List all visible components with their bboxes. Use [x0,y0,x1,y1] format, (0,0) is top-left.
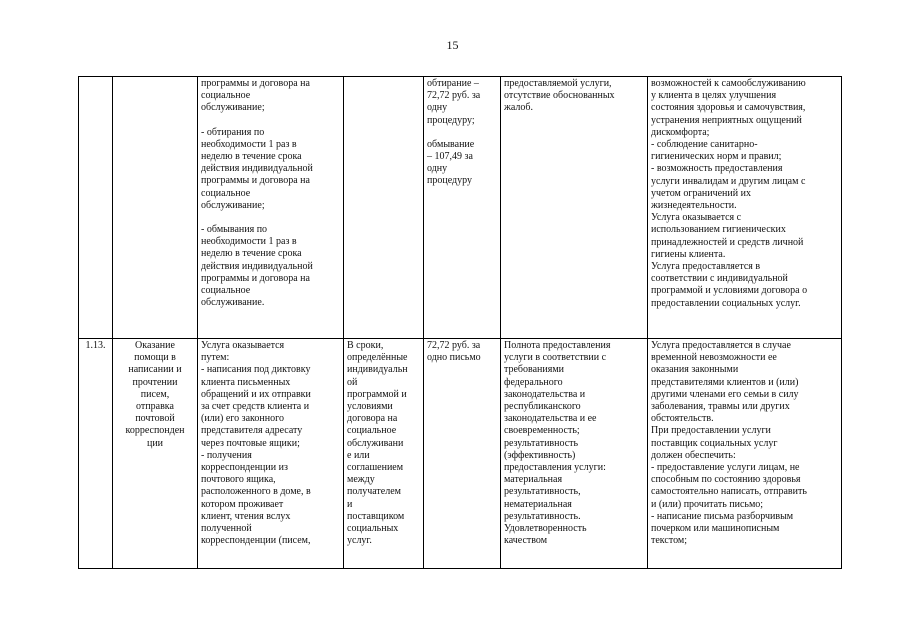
cell-term: В сроки, определённые индивидуальн ой программой и условиями договора на социальное обслуживани е или соглашением между получателем и поставщиком социальных услуг. [344,339,424,569]
cell-number [79,77,113,339]
cell-number: 1.13. [79,339,113,569]
tariff-paragraph: 72,72 руб. за одно письмо [427,340,481,364]
tariff-paragraph: обтирание – 72,72 руб. за одну процедуру; [427,78,481,126]
content-paragraph: программы и договора на социальное обслуживание; [201,78,310,114]
cell-service-name: Оказание помощи в написании и прочтении писем, отправка почтовой корреспонден ции [113,339,198,569]
content-paragraph: Услуга оказывается путем: - написания под диктовку клиента письменных обращений и их отправки за счет средств клиента и (или) его законного представителя адресату через почтовые ящики; - получения корреспонденции из почтового ящика, расположенного в доме, в котором проживает клиент, чтения вслух полученной корреспонденции (писем, [201,340,311,547]
table-row [79,77,842,339]
table-row [79,339,842,569]
cell-quality-indicators: предоставляемой услуги, отсутствие обоснованных жалоб. [501,77,648,339]
cell-conditions: возможностей к самообслуживанию у клиента в целях улучшения состояния здоровья и самочувствия, устранения неприятных ощущений дискомфорта; - соблюдение санитарно- гигиенических норм и правил; - возможность предоставления услуги инвалидам и другим лицам с учетом ограничений их жизнедеятельности. Услуга оказывается с использованием гигиенических принадлежностей и средств личной гигиены клиента. Услуга предоставляется в соответствии с индивидуальной программой и условиями договора о предоставлении социальных услуг. [648,77,842,339]
cell-conditions: Услуга предоставляется в случае временной невозможности ее оказания законными представителями клиентов и (или) другими членами его семьи в силу заболевания, травмы или других обстоятельств. При предоставлении услуги поставщик социальных услуг должен обеспечить: - предоставление услуги лицам, не способным по состоянию здоровья самостоятельно написать, отправить и (или) прочитать письмо; - написание письма разборчивым почерком или машинописным текстом; [648,339,842,569]
cell-tariff [424,77,501,339]
cell-quality-indicators: Полнота предоставления услуги в соответствии с требованиями федерального законодательства и республиканского законодательства и ее своевременность; результативность (эффективность) предоставления услуги: материальная результативность, нематериальная результативность. Удовлетворенность качеством [501,339,648,569]
cell-service-name [113,77,198,339]
cell-tariff [424,339,501,569]
content-paragraph: - обтирания по необходимости 1 раз в неделю в течение срока действия индивидуальной программы и договора на социальное обслуживание; [201,126,313,211]
tariff-paragraph: обмывание – 107,49 за одну процедуру [427,138,475,187]
cell-service-content [198,339,344,569]
services-table [78,76,842,569]
content-paragraph: - обмывания по необходимости 1 раз в неделю в течение срока действия индивидуальной программы и договора на социальное обслуживание. [201,224,313,309]
cell-term [344,77,424,339]
cell-service-content [198,77,344,339]
page-number: 15 [446,38,459,52]
